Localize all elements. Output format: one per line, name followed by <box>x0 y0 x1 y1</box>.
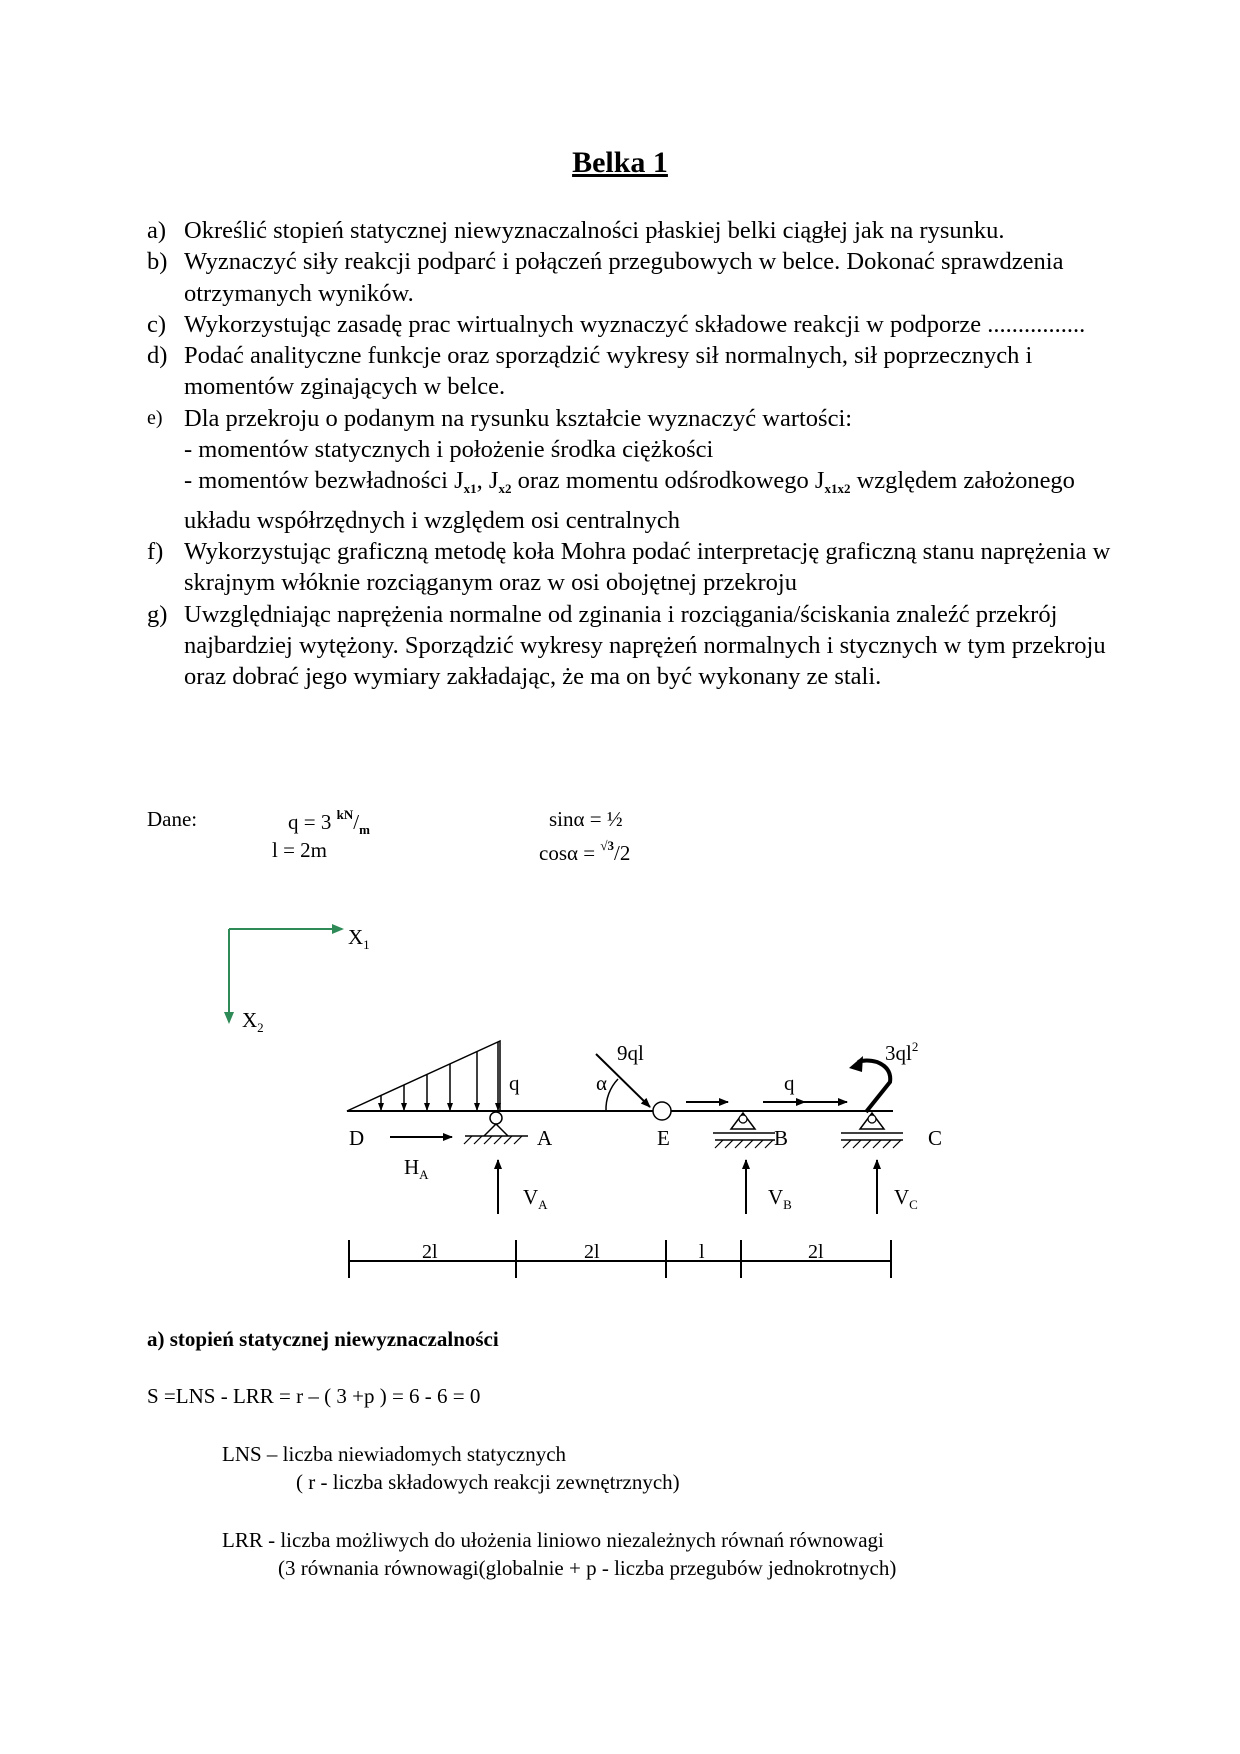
reaction-vc <box>877 1160 918 1214</box>
task-label: d) <box>147 342 168 370</box>
task-text: Wyznaczyć siły reakcji podparć i połączeń przegubowych w belce. Dokonać sprawdzenia otrzymanych wyników. <box>184 248 1064 307</box>
given-cos: cosα = $^{√3}$/2 <box>539 838 631 865</box>
point-a-label: A <box>537 1126 553 1150</box>
task-text: Wykorzystując zasadę prac wirtualnych wyznaczyć składowe reakcji w podporze ................ <box>184 310 1086 338</box>
dimension-line <box>349 1240 891 1278</box>
coordinate-axes <box>229 925 370 1035</box>
support-c <box>841 1113 903 1148</box>
load-q-label: q <box>784 1071 795 1095</box>
force-label: 9ql <box>617 1041 644 1065</box>
point-b-label: B <box>774 1126 789 1150</box>
svg-text:VC: $V_C$ <box>894 1185 918 1212</box>
dim-label: 2l <box>808 1241 824 1263</box>
reaction-va <box>498 1160 548 1214</box>
x2-axis-label: $X_2$ <box>242 1008 264 1035</box>
given-sin: sinα = ½ <box>549 807 623 831</box>
task-label: g) <box>147 600 168 628</box>
task-label: a) <box>147 217 167 244</box>
point-c-label: C <box>928 1126 943 1150</box>
moment-label: $3ql^2$ <box>885 1039 919 1065</box>
moment-3ql2 <box>849 1039 918 1112</box>
formula: S =LNS - LRR = r – ( 3 +p ) = 6 - 6 = 0 <box>147 1384 481 1408</box>
load-q-label: q <box>509 1071 520 1095</box>
task-text: Podać analityczne funkcje oraz sporządzić wykresy sił normalnych, sił poprzecznych i momentów zginających w belce. <box>184 342 1033 401</box>
triangular-load <box>347 1041 520 1111</box>
task-text: Dla przekroju o podanym na rysunku kształcie wyznaczyć wartości: - momentów statycznych i położenie środka ciężkości - momentów bezwładności $J_{x1}$, $J_{x2}$ oraz momentu odśrodkowego $J_{x1x2}$ względem założonego układu współrzędnych i względem osi centralnych <box>184 404 1075 534</box>
task-text: Określić stopień statycznej niewyznaczalności płaskiej belki ciągłej jak na rysunku. <box>184 217 1005 244</box>
task-text: Wykorzystując graficzną metodę koła Mohra podać interpretację graficzną stanu naprężenia w skrajnym włóknie rozciąganym oraz w osi obojętnej przekroju <box>184 537 1111 597</box>
task-label: b) <box>147 248 168 276</box>
svg-text:VA: $V_A$ <box>523 1185 548 1212</box>
lns-definition: LNS – liczba niewiadomych statycznych <box>222 1442 567 1466</box>
task-text: Uwzględniając naprężenia normalne od zginania i rozciągania/ściskania znaleźć przekrój najbardziej wytężony. Sporządzić wykresy naprężeń normalnych i stycznych w tym przekroju oraz dobrać jego wymiary zakładając, że ma on być wykonany ze stali. <box>184 600 1106 691</box>
given-l: l = 2m <box>272 838 328 862</box>
moment-arrowhead <box>849 1056 863 1072</box>
task-label: c) <box>147 310 167 338</box>
reaction-ha <box>390 1137 452 1182</box>
dim-label: l <box>699 1241 705 1263</box>
task-label: f) <box>147 537 164 565</box>
lrr-description: (3 równania równowagi(globalnie + p - liczba przegubów jednokrotnych) <box>278 1556 897 1580</box>
reaction-vb <box>746 1160 792 1214</box>
dim-label: 2l <box>422 1241 438 1263</box>
hinge-e <box>653 1102 671 1120</box>
given-label: Dane: <box>147 807 198 831</box>
horizontal-load <box>686 1071 847 1102</box>
alpha-arc <box>606 1079 618 1111</box>
given-q: q = 3 $^{kN}/_m$ <box>288 807 370 837</box>
section-a-heading: a) stopień statycznej niewyznaczalności <box>147 1327 499 1351</box>
support-b <box>713 1113 775 1148</box>
svg-text:VB: $V_B$ <box>768 1185 792 1212</box>
alpha-label: α <box>596 1071 608 1095</box>
dim-label: 2l <box>584 1241 600 1263</box>
lrr-definition: LRR - liczba możliwych do ułożenia liniowo niezależnych równań równowagi <box>222 1528 884 1552</box>
x1-axis-label: $X_1$ <box>348 925 370 952</box>
lns-description: ( r - liczba składowych reakcji zewnętrznych) <box>296 1470 680 1494</box>
point-d-label: D <box>349 1126 365 1150</box>
point-e-label: E <box>657 1126 670 1150</box>
page-title: Belka 1 <box>572 146 668 179</box>
force-9ql <box>596 1041 650 1111</box>
support-a <box>464 1112 528 1144</box>
svg-text:HA: $H_A$ <box>404 1155 429 1182</box>
moment-arc <box>858 1061 890 1113</box>
task-label: e) <box>147 406 163 429</box>
